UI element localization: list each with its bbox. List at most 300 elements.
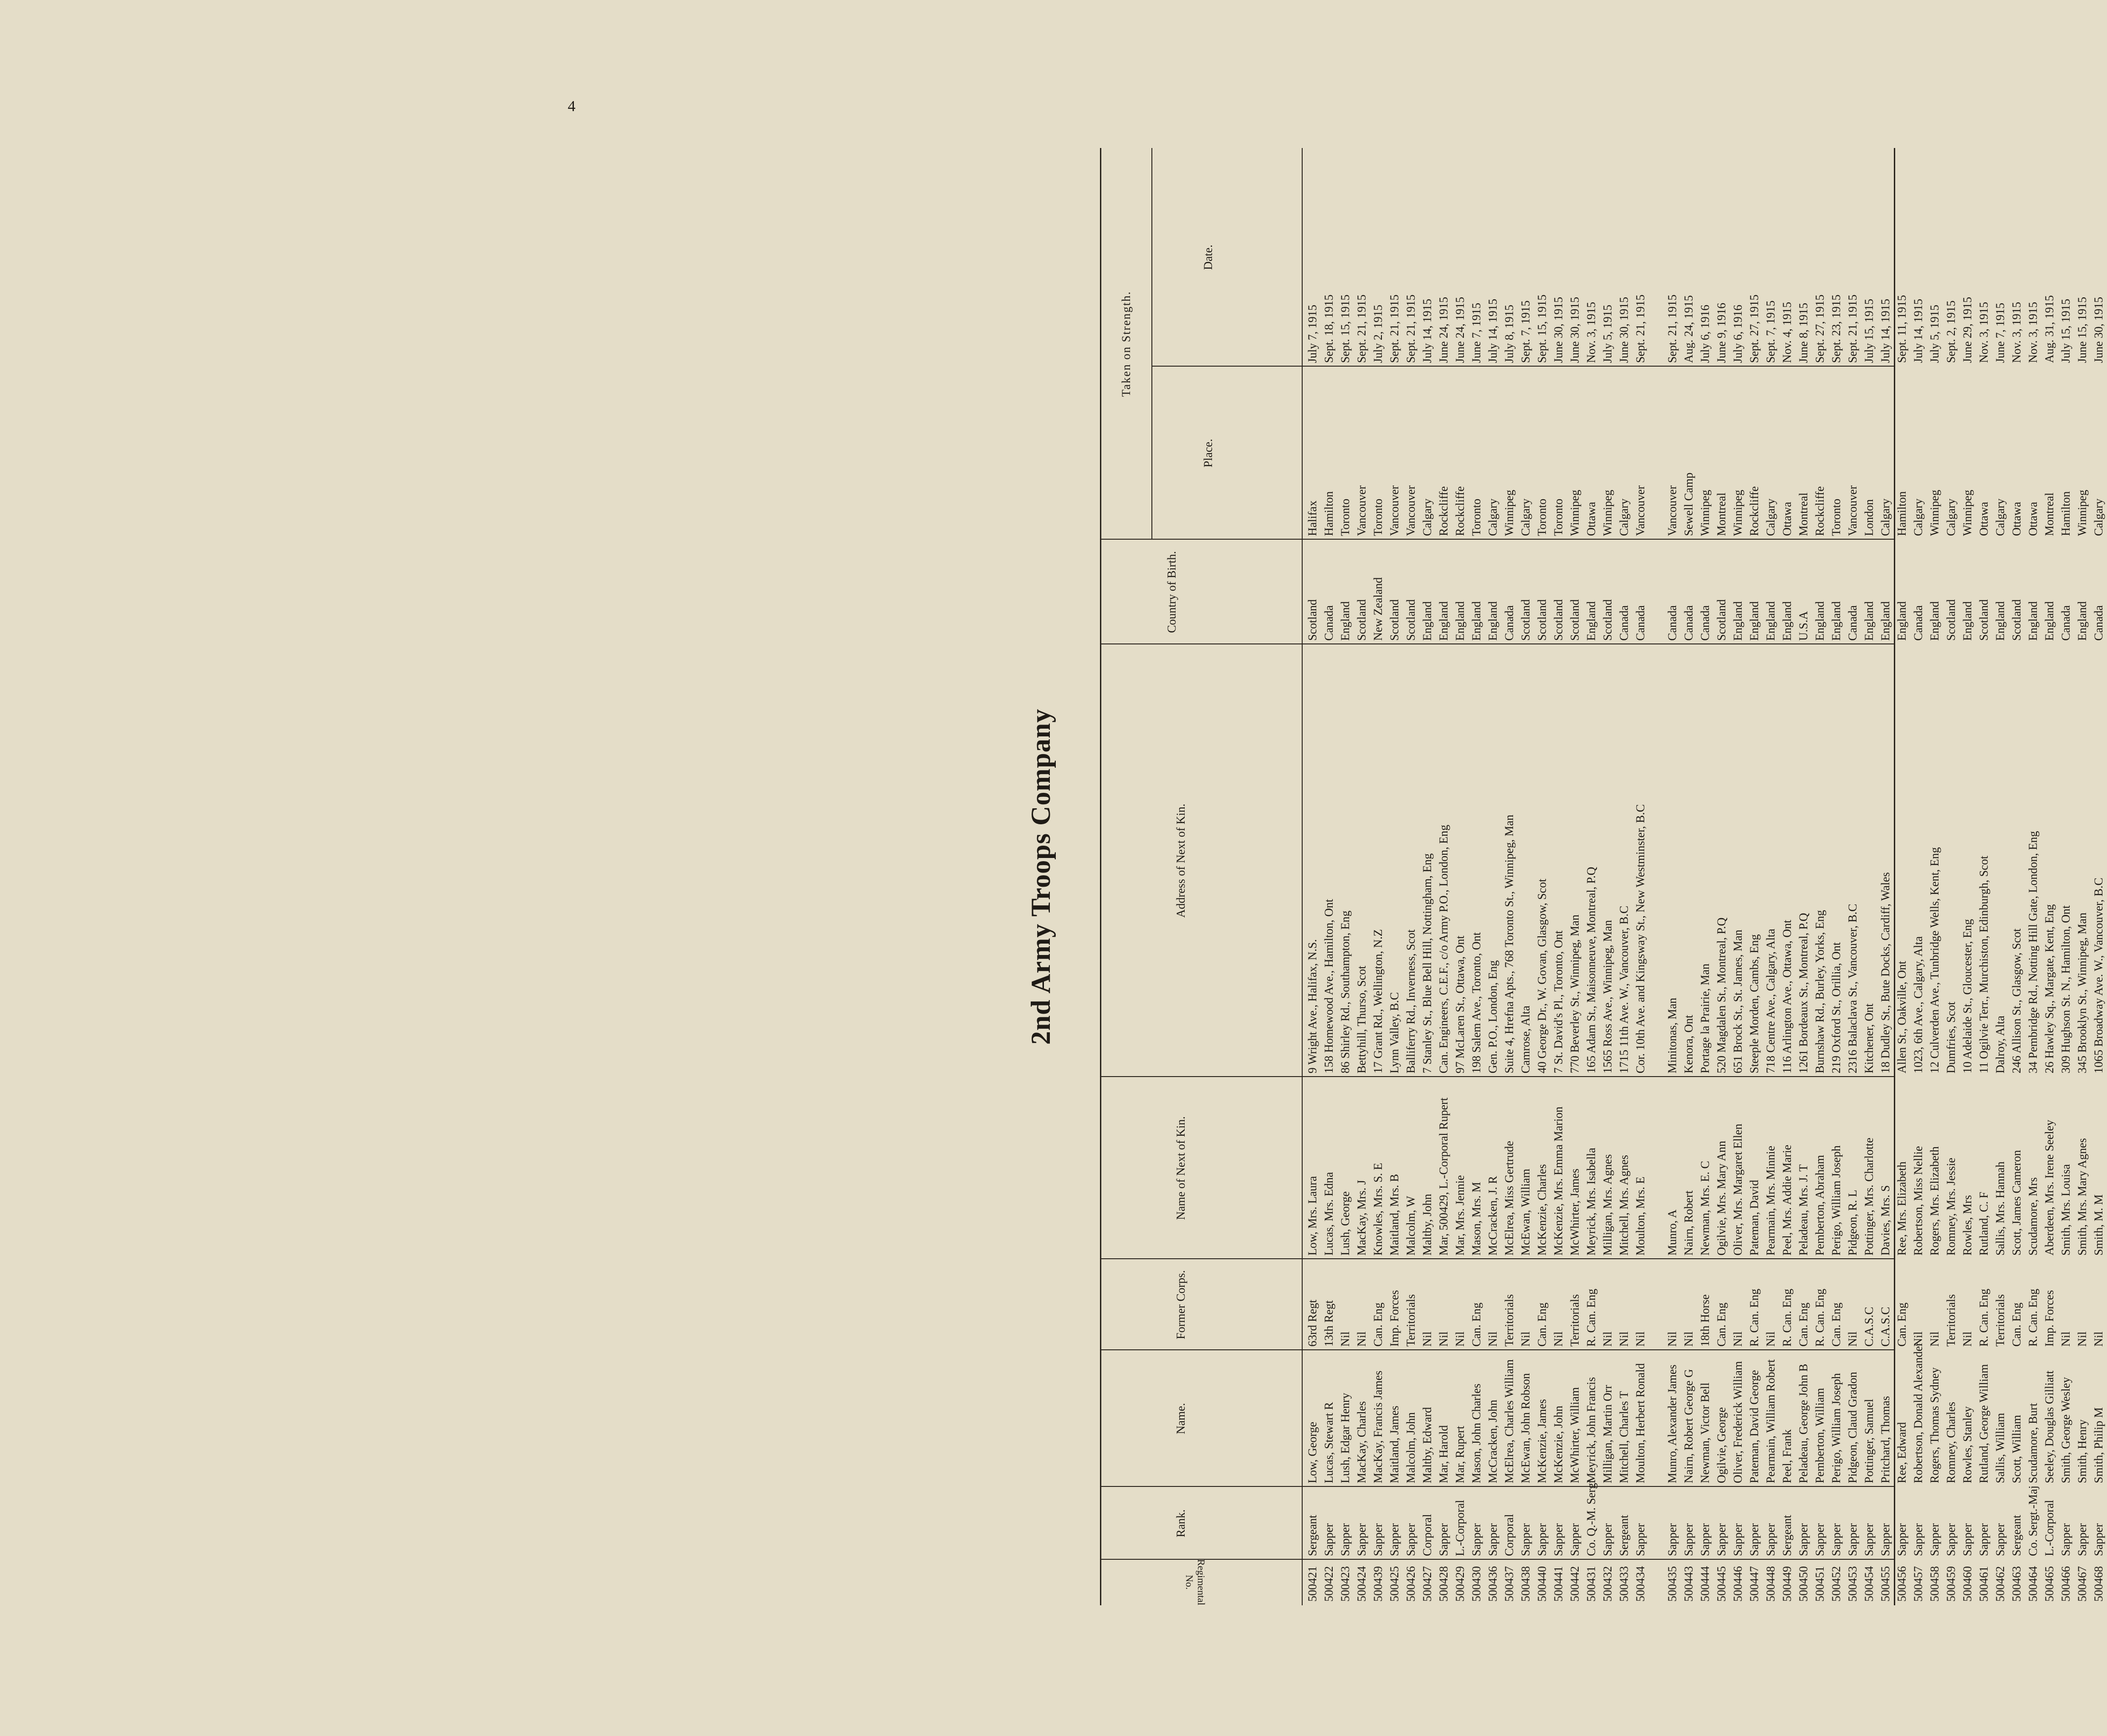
address-cell: Kenora, Ont (1682, 1015, 1695, 1073)
country-cell: England (1748, 601, 1761, 641)
date-cell: Sept. 21, 1915 (1666, 294, 1679, 363)
former-corps-cell: Territorials (1944, 1294, 1958, 1347)
former-corps-cell: R. Can. Eng (1977, 1288, 1990, 1347)
header-country-label: Country of Birth. (1165, 551, 1178, 633)
address-cell: Can. Engineers, C.E.F., c/o Army P.O., London, Eng (1437, 824, 1450, 1073)
country-cell: Canada (1634, 605, 1647, 641)
name-cell: Pemberton, William (1813, 1388, 1826, 1483)
address-cell: Allen St., Oakville, Ont (1895, 961, 1908, 1073)
name-cell: McKenzie, John (1552, 1405, 1565, 1483)
former-corps-cell: 13th Regt (1322, 1300, 1335, 1347)
rank-cell: Sapper (1535, 1523, 1549, 1556)
former-corps-cell: Can. Eng (1371, 1302, 1385, 1347)
regimental-no-cell: 500450 (1797, 1566, 1810, 1602)
address-cell: 1715 11th Ave. W., Vancouver, B.C (1617, 905, 1631, 1073)
place-cell: Winnipeg (2076, 490, 2089, 536)
former-corps-cell: Can. Eng (1895, 1302, 1908, 1347)
former-corps-cell: Nil (1846, 1331, 1859, 1347)
former-corps-cell: Nil (1355, 1331, 1368, 1347)
regimental-no-cell: 500442 (1568, 1566, 1581, 1602)
place-cell: Hamilton (1895, 491, 1908, 536)
regimental-no-cell: 500443 (1682, 1566, 1695, 1602)
regimental-no-cell: 500465 (2043, 1566, 2056, 1602)
next-of-kin-cell: Knowles, Mrs. S. E (1371, 1163, 1385, 1256)
date-cell: Sept. 11, 1915 (1895, 295, 1908, 363)
date-cell: July 15, 1915 (2059, 299, 2072, 363)
regimental-no-cell: 500424 (1355, 1566, 1368, 1602)
country-cell: Scotland (1355, 599, 1368, 641)
place-cell: Ottawa (2026, 501, 2040, 536)
column-name (1302, 1342, 2105, 1487)
former-corps-cell: Nil (1453, 1331, 1467, 1347)
address-cell: Bettyhill, Thurso, Scot (1355, 965, 1368, 1073)
place-cell: Calgary (1912, 498, 1925, 536)
country-cell: Canada (1912, 605, 1925, 641)
former-corps-cell: Territorials (1994, 1294, 2007, 1347)
regimental-no-cell: 500453 (1846, 1566, 1859, 1602)
former-corps-cell: Can. Eng (1715, 1302, 1728, 1347)
name-cell: Rowles, Stanley (1961, 1406, 1974, 1483)
former-corps-cell: Nil (2059, 1331, 2072, 1347)
group-spacer (1649, 1350, 1664, 1487)
regimental-no-cell: 500427 (1421, 1566, 1434, 1602)
next-of-kin-cell: Maltby, John (1421, 1194, 1434, 1256)
country-cell: New Zealand (1371, 577, 1385, 641)
address-cell: 718 Centre Ave., Calgary, Alta (1764, 929, 1777, 1073)
name-cell: Scudamore, Burt (2026, 1403, 2040, 1483)
group-spacer (1649, 367, 1664, 540)
place-cell: Toronto (1339, 499, 1352, 536)
page-number: 4 (568, 98, 576, 115)
place-cell: Ottawa (1585, 501, 1598, 536)
name-cell: Mar, Harold (1437, 1425, 1450, 1483)
country-cell: Canada (1846, 605, 1859, 641)
place-cell: Winnipeg (1731, 490, 1744, 536)
regimental-no-cell: 500422 (1322, 1566, 1335, 1602)
regimental-no-cell: 500430 (1470, 1566, 1483, 1602)
date-cell: Sept. 21, 1915 (1404, 294, 1417, 363)
country-cell: England (1421, 601, 1434, 641)
regimental-no-cell: 500468 (2092, 1566, 2105, 1602)
date-cell: June 30, 1915 (1552, 296, 1565, 363)
place-cell: Hamilton (2059, 491, 2072, 536)
next-of-kin-cell: Munro, A (1666, 1209, 1679, 1256)
date-cell: July 14, 1915 (1486, 299, 1499, 363)
next-of-kin-cell: McEwan, William (1519, 1169, 1532, 1256)
former-corps-cell: R. Can. Eng (1748, 1288, 1761, 1347)
former-corps-cell: Territorials (1503, 1294, 1516, 1347)
country-cell: Scotland (1535, 599, 1549, 641)
rank-cell: Sapper (1961, 1523, 1974, 1556)
next-of-kin-cell: Malcolm, W (1404, 1196, 1417, 1256)
date-cell: July 2, 1915 (1371, 305, 1385, 363)
regimental-no-cell: 500429 (1453, 1566, 1467, 1602)
next-of-kin-cell: Davies, Mrs. S (1879, 1185, 1892, 1256)
former-corps-cell: Can. Eng (1830, 1302, 1843, 1347)
former-corps-cell: 63rd Regt (1306, 1299, 1319, 1347)
date-cell: July 7, 1915 (1306, 305, 1319, 363)
date-cell: July 14, 1915 (1879, 299, 1892, 363)
name-cell: Moulton, Herbert Ronald (1634, 1363, 1647, 1483)
country-cell: Scotland (1715, 599, 1728, 641)
date-cell: June 7, 1915 (1470, 302, 1483, 363)
place-cell: Vancouver (1404, 485, 1417, 536)
name-cell: Mitchell, Charles T (1617, 1391, 1631, 1483)
address-cell: 12 Culverden Ave., Tunbridge Wells, Kent, Eng (1928, 847, 1941, 1073)
address-cell: Steeple Morden, Cambs, Eng (1748, 934, 1761, 1073)
name-cell: Pateman, David George (1748, 1370, 1761, 1483)
name-cell: McEwan, John Robson (1519, 1373, 1532, 1483)
former-corps-cell: Nil (1552, 1331, 1565, 1347)
rank-cell: Sergeant (1780, 1515, 1794, 1556)
former-corps-cell: Nil (1437, 1331, 1450, 1347)
former-corps-cell: R. Can. Eng (1813, 1288, 1826, 1347)
column-country (1302, 539, 2105, 644)
former-corps-cell: Nil (2092, 1331, 2105, 1347)
name-cell: Low, George (1306, 1421, 1319, 1483)
rank-cell: Sapper (1846, 1523, 1859, 1556)
former-corps-cell: Imp. Forces (1388, 1290, 1401, 1347)
name-cell: Lucas, Stewart R (1322, 1402, 1335, 1483)
address-cell: 309 Hughson St. N., Hamilton, Ont (2059, 905, 2072, 1073)
regimental-no-cell: 500460 (1961, 1566, 1974, 1602)
address-cell: 7 St. David's Pl., Toronto, Ont (1552, 930, 1565, 1073)
place-cell: Vancouver (1388, 485, 1401, 536)
country-cell: Scotland (1568, 599, 1581, 641)
rank-cell: Sapper (1437, 1523, 1450, 1556)
country-cell: England (1437, 601, 1450, 641)
header-former-corps-label: Former Corps. (1174, 1270, 1187, 1339)
name-cell: Pidgeon, Claud Gradon (1846, 1372, 1859, 1483)
name-cell: Rutland, George William (1977, 1364, 1990, 1483)
address-cell: Minitonas, Man (1666, 997, 1679, 1073)
regimental-no-cell: 500458 (1928, 1566, 1941, 1602)
page-title: 2nd Army Troops Company (1026, 708, 1056, 1045)
name-cell: Peel, Frank (1780, 1429, 1794, 1483)
rank-cell: Sapper (1470, 1523, 1483, 1556)
header-date (1151, 148, 1302, 367)
name-cell: Romney, Charles (1944, 1402, 1958, 1483)
country-cell: England (1994, 601, 2007, 641)
name-cell: Pearmain, William Robert (1764, 1359, 1777, 1483)
next-of-kin-cell: Smith, Mrs. Mary Agnes (2076, 1138, 2089, 1256)
regimental-no-cell: 500449 (1780, 1566, 1794, 1602)
rotated-roster-sheet (1000, 148, 2105, 1605)
name-cell: McElrea, Charles William (1503, 1359, 1516, 1483)
date-cell: Sept. 7, 1915 (1519, 300, 1532, 363)
rank-cell: Sapper (1748, 1523, 1761, 1556)
address-cell: 86 Shirley Rd., Southampton, Eng (1339, 910, 1352, 1073)
former-corps-cell: Nil (1634, 1331, 1647, 1347)
country-cell: Scotland (1552, 599, 1565, 641)
country-cell: Canada (1503, 605, 1516, 641)
rank-cell: Corporal (1421, 1514, 1434, 1556)
date-cell: Sept. 23, 1915 (1830, 294, 1843, 363)
country-cell: England (1470, 601, 1483, 641)
next-of-kin-cell: Pidgeon, R. L (1846, 1190, 1859, 1256)
regimental-no-cell: 500438 (1519, 1566, 1532, 1602)
regimental-no-cell: 500462 (1994, 1566, 2007, 1602)
next-of-kin-cell: Lush, George (1339, 1191, 1352, 1256)
header-country (1101, 539, 1302, 644)
country-cell: England (1585, 601, 1598, 641)
country-cell: England (2026, 601, 2040, 641)
regimental-no-cell: 500428 (1437, 1566, 1450, 1602)
regimental-no-cell: 500467 (2076, 1566, 2089, 1602)
country-cell: Canada (1322, 605, 1335, 641)
place-cell: Calgary (1944, 498, 1958, 536)
former-corps-cell: Nil (1486, 1331, 1499, 1347)
next-of-kin-cell: Maitland, Mrs. B (1388, 1174, 1401, 1256)
country-cell: England (1961, 601, 1974, 641)
former-corps-cell: Imp. Forces (2043, 1290, 2056, 1347)
regimental-no-cell: 500454 (1862, 1566, 1876, 1602)
regimental-no-cell: 500446 (1731, 1566, 1744, 1602)
rank-cell: L.-Corporal (1453, 1500, 1467, 1556)
regimental-no-cell: 500434 (1634, 1566, 1647, 1602)
country-cell: Scotland (1601, 599, 1614, 641)
name-cell: McCracken, John (1486, 1399, 1499, 1483)
name-cell: Mar, Rupert (1453, 1425, 1467, 1483)
place-cell: Calgary (1421, 498, 1434, 536)
country-cell: Scotland (1977, 599, 1990, 641)
address-cell: 1065 Broadway Ave. W., Vancouver, B.C (2092, 878, 2105, 1073)
former-corps-cell: Can. Eng (2010, 1302, 2023, 1347)
regimental-no-cell: 500459 (1944, 1566, 1958, 1602)
place-cell: Rockcliffe (1437, 486, 1450, 536)
date-cell: June 30, 1915 (1568, 296, 1581, 363)
rank-cell: Co. Sergt.-Maj (2026, 1486, 2040, 1556)
date-cell: June 30, 1915 (1617, 296, 1631, 363)
rank-cell: Sapper (1355, 1523, 1368, 1556)
former-corps-cell: Nil (2076, 1331, 2089, 1347)
place-cell: Calgary (2092, 498, 2105, 536)
name-cell: MacKay, Francis James (1371, 1370, 1385, 1483)
regimental-no-cell: 500451 (1813, 1566, 1826, 1602)
regimental-no-cell: 500452 (1830, 1566, 1843, 1602)
country-cell: Scotland (1944, 599, 1958, 641)
name-cell: Ree, Edward (1895, 1422, 1908, 1483)
country-cell: England (1780, 601, 1794, 641)
place-cell: Toronto (1830, 499, 1843, 536)
place-cell: Toronto (1552, 499, 1565, 536)
address-cell: 11 Ogilvie Terr., Murchiston, Edinburgh, Scot (1977, 856, 1990, 1073)
rank-cell: Sapper (1371, 1523, 1385, 1556)
regimental-no-cell: 500445 (1715, 1566, 1728, 1602)
regimental-no-cell: 500455 (1879, 1566, 1892, 1602)
former-corps-cell: Territorials (1568, 1294, 1581, 1347)
name-cell: Malcolm, John (1404, 1412, 1417, 1483)
country-cell: Scotland (1519, 599, 1532, 641)
address-cell: 219 Oxford St., Orillia, Ont (1830, 942, 1843, 1073)
rank-cell: Sapper (1862, 1523, 1876, 1556)
rank-cell: Co. Q.-M. Sergt (1585, 1480, 1598, 1556)
country-cell: Canada (1682, 605, 1695, 641)
regimental-no-cell: 500437 (1503, 1566, 1516, 1602)
header-date-label: Date. (1202, 245, 1215, 270)
name-cell: Smith, George Wesley (2059, 1377, 2072, 1483)
place-cell: Calgary (1994, 498, 2007, 536)
next-of-kin-cell: McKenzie, Charles (1535, 1164, 1549, 1256)
rank-cell: Sapper (2059, 1523, 2072, 1556)
place-cell: Vancouver (1355, 485, 1368, 536)
former-corps-cell: C.A.S.C (1879, 1307, 1892, 1347)
date-cell: Sept. 27, 1915 (1748, 294, 1761, 363)
name-cell: Rogers, Thomas Sydney (1928, 1367, 1941, 1483)
address-cell: 165 Adam St., Maisonneuve, Montreal, P.Q (1585, 867, 1598, 1073)
country-cell: Canada (1666, 605, 1679, 641)
header-former-corps (1101, 1258, 1302, 1350)
place-cell: Toronto (1470, 499, 1483, 536)
regimental-no-cell: 500441 (1552, 1566, 1565, 1602)
address-cell: 9 Wright Ave., Halifax, N.S. (1306, 939, 1319, 1073)
address-cell: 34 Pembridge Rd., Notting Hill Gate, London, Eng (2026, 831, 2040, 1073)
address-cell: 520 Magdalen St., Montreal, P.Q (1715, 917, 1728, 1073)
date-cell: Sept. 2, 1915 (1944, 300, 1958, 363)
country-cell: England (1830, 601, 1843, 641)
rank-cell: Sapper (1715, 1523, 1728, 1556)
rank-cell: Sapper (1830, 1523, 1843, 1556)
place-cell: Toronto (1535, 499, 1549, 536)
country-cell: England (1486, 601, 1499, 641)
address-cell: 345 Brooklyn St., Winnipeg, Man (2076, 912, 2089, 1073)
place-cell: Ottawa (2010, 501, 2023, 536)
country-cell: Scotland (2010, 599, 2023, 641)
next-of-kin-cell: Peel, Mrs. Addie Marie (1780, 1144, 1794, 1256)
date-cell: June 24, 1915 (1453, 296, 1467, 363)
group-spacer (1649, 148, 1664, 367)
next-of-kin-cell: McElrea, Miss Gertrude (1503, 1141, 1516, 1256)
next-of-kin-cell: Newman, Mrs. E. C (1698, 1161, 1712, 1256)
rank-cell: Sapper (1994, 1523, 2007, 1556)
header-rank-label: Rank. (1174, 1509, 1187, 1537)
next-of-kin-cell: Rutland, C. F (1977, 1191, 1990, 1256)
regimental-no-cell: 500435 (1666, 1566, 1679, 1602)
next-of-kin-cell: Rowles, Mrs (1961, 1195, 1974, 1256)
name-cell: Maitland, James (1388, 1405, 1401, 1483)
date-cell: Sept. 27, 1915 (1813, 294, 1826, 363)
header-regimental-no-text (1183, 1560, 1207, 1605)
regimental-no-cell: 500436 (1486, 1566, 1499, 1602)
name-cell: Oliver, Frederick William (1731, 1361, 1744, 1483)
date-cell: July 6, 1916 (1698, 305, 1712, 363)
address-cell: 158 Homewood Ave., Hamilton, Ont (1322, 899, 1335, 1073)
column-former-corps (1302, 1258, 2105, 1350)
rank-cell: Sapper (1568, 1523, 1581, 1556)
header-taken-on-strength-label: Taken on Strength. (1101, 148, 1152, 540)
rank-cell: Sapper (1634, 1523, 1647, 1556)
address-cell: 1023, 6th Ave., Calgary, Alta (1912, 936, 1925, 1073)
country-cell: England (2076, 601, 2089, 641)
name-cell: Mason, John Charles (1470, 1384, 1483, 1483)
former-corps-cell: Territorials (1404, 1294, 1417, 1347)
country-cell: U.S.A (1797, 611, 1810, 641)
rank-cell: Sapper (1928, 1523, 1941, 1556)
address-cell: Lynn Valley, B.C (1388, 992, 1401, 1073)
rank-cell: Sapper (1682, 1523, 1695, 1556)
date-cell: July 8, 1915 (1503, 305, 1516, 363)
regimental-no-cell: 500440 (1535, 1566, 1549, 1602)
place-cell: Calgary (1617, 498, 1631, 536)
date-cell: Sept. 7, 1915 (1764, 300, 1777, 363)
rank-cell: Sapper (1486, 1523, 1499, 1556)
name-cell: Sallis, William (1994, 1413, 2007, 1483)
header-address (1101, 643, 1302, 1077)
place-cell: Winnipeg (1698, 490, 1712, 536)
date-cell: Nov. 3, 1915 (2010, 301, 2023, 363)
address-cell: Dalroy, Alta (1994, 1016, 2007, 1073)
column-address (1302, 643, 2105, 1077)
rank-cell: Sergeant (1306, 1515, 1319, 1556)
next-of-kin-cell: Pateman, David (1748, 1179, 1761, 1256)
place-cell: Vancouver (1846, 485, 1859, 536)
regimental-no-cell: 500461 (1977, 1566, 1990, 1602)
address-cell: 1565 Ross Ave., Winnipeg, Man (1601, 920, 1614, 1073)
place-cell: Ottawa (1977, 501, 1990, 536)
name-cell: Seeley, Douglas Gilliatt (2043, 1370, 2056, 1483)
next-of-kin-cell: Smith, Mrs. Louisa (2059, 1164, 2072, 1256)
rank-cell: Corporal (1503, 1514, 1516, 1556)
place-cell: Montreal (1715, 492, 1728, 536)
former-corps-cell: Nil (1601, 1331, 1614, 1347)
rank-cell: Sapper (2092, 1523, 2105, 1556)
country-cell: England (1731, 601, 1744, 641)
address-cell: Kitchener, Ont (1862, 1003, 1876, 1073)
address-cell: Cor. 10th Ave. and Kingsway St., New Westminster, B.C (1634, 804, 1647, 1073)
next-of-kin-cell: Scudamore, Mrs (2026, 1177, 2040, 1256)
rank-cell: Sapper (1895, 1523, 1908, 1556)
header-place (1151, 366, 1302, 540)
name-cell: Perigo, William Joseph (1830, 1373, 1843, 1483)
name-cell: MacKay, Charles (1355, 1401, 1368, 1483)
former-corps-cell: Nil (1928, 1331, 1941, 1347)
country-cell: England (1879, 601, 1892, 641)
rank-cell: Sapper (1912, 1523, 1925, 1556)
name-cell: Scott, William (2010, 1414, 2023, 1483)
country-cell: Canada (1617, 605, 1631, 641)
date-cell: Aug. 31, 1915 (2043, 295, 2056, 363)
rank-cell: Sapper (1731, 1523, 1744, 1556)
column-next-of-kin (1302, 1076, 2105, 1259)
former-corps-cell: R. Can. Eng (2026, 1288, 2040, 1347)
name-cell: Munro, Alexander James (1666, 1364, 1679, 1483)
place-cell: Rockcliffe (1748, 486, 1761, 536)
address-cell: Camrose, Alta (1519, 1006, 1532, 1073)
rank-cell: Sergeant (2010, 1515, 2023, 1556)
address-cell: 17 Grant Rd., Wellington, N.Z (1371, 929, 1385, 1073)
place-cell: Hamilton (1322, 491, 1335, 536)
regimental-no-cell: 500423 (1339, 1566, 1352, 1602)
date-cell: June 30, 1915 (2092, 296, 2105, 363)
former-corps-cell: Can. Eng (1470, 1302, 1483, 1347)
address-cell: 651 Brock St., St. James, Man (1731, 929, 1744, 1073)
address-cell: 7 Stanley St., Blue Bell Hill, Nottingham, Eng (1421, 853, 1434, 1073)
former-corps-cell: 18th Horse (1698, 1294, 1712, 1347)
former-corps-cell: R. Can. Eng (1585, 1288, 1598, 1347)
next-of-kin-cell: Mitchell, Mrs. Agnes (1617, 1155, 1631, 1256)
former-corps-cell: Can. Eng (1535, 1302, 1549, 1347)
next-of-kin-cell: Ogilvie, Mrs. Mary Ann (1715, 1140, 1728, 1256)
address-cell: 10 Adelaide St., Gloucester, Eng (1961, 919, 1974, 1073)
name-cell: Peladeau, George John B (1797, 1363, 1810, 1483)
address-cell: 26 Hawley Sq., Margate, Kent, Eng (2043, 904, 2056, 1073)
regimental-no-cell: 500457 (1912, 1566, 1925, 1602)
address-cell: Burnshaw Rd., Burley, Yorks, Eng (1813, 910, 1826, 1073)
address-cell: Portage la Prairie, Man (1698, 963, 1712, 1073)
header-address-label: Address of Next of Kin. (1174, 803, 1187, 918)
place-cell: Montreal (2043, 492, 2056, 536)
regimental-no-cell: 500448 (1764, 1566, 1777, 1602)
